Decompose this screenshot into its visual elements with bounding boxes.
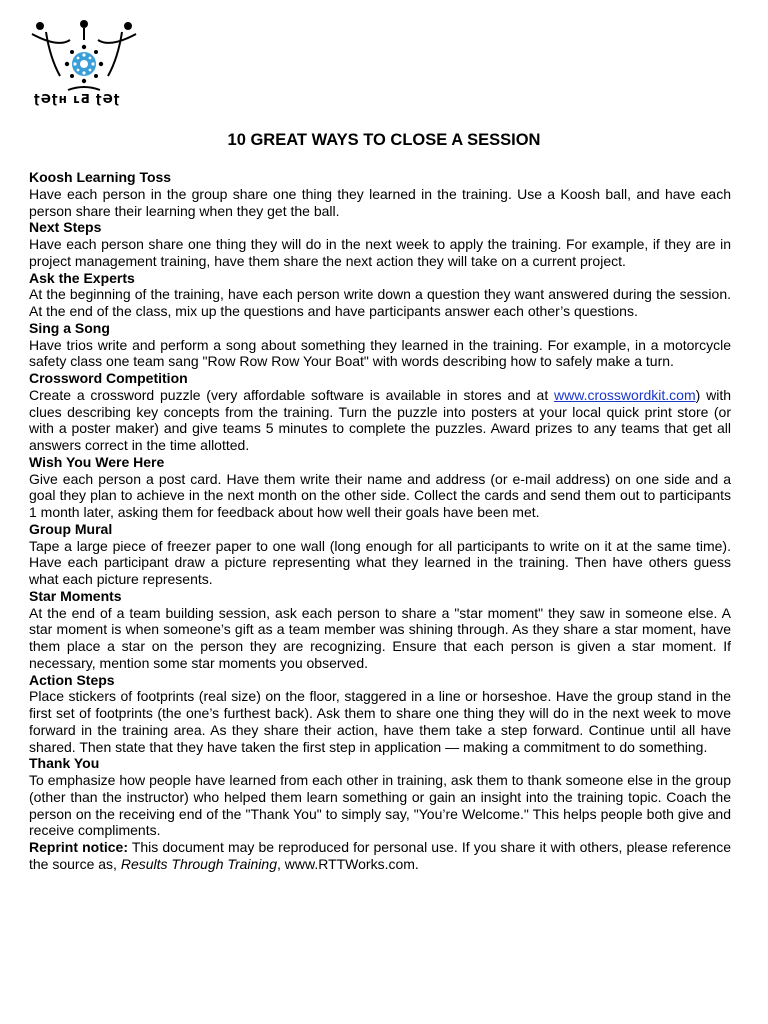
notice-url: www.RTTWorks.com — [284, 855, 415, 872]
section-body: Have trios write and perform a song about something they learned in the training. For example, in a motorcycle safety class one team sang "Row Row Row Your Boat" with words describing how to safely make a turn. — [29, 336, 731, 370]
section-heading: Sing a Song — [29, 319, 110, 336]
document-body — [29, 169, 731, 873]
section-heading: Crossword Competition — [29, 370, 188, 386]
section-heading: Ask the Experts — [29, 269, 135, 286]
section-thank-you — [29, 755, 731, 839]
page-title: 10 GREAT WAYS TO CLOSE A SESSION — [227, 131, 541, 149]
logo-text: ʈƏʈʜ ʟƋ ʈƏʈ — [34, 92, 121, 106]
section-action-steps — [29, 672, 731, 756]
notice-end: . — [414, 855, 419, 872]
body-text: Create a crossword puzzle (very affordable software is available in stores and at — [29, 386, 555, 403]
section-body: Tape a large piece of freezer paper to one wall (long enough for all participants to write on it at the same time). Have each participant draw a picture representing what they learned in the training. Then have others guess what each picture represents. — [29, 537, 731, 587]
section-heading: Thank You — [29, 755, 100, 772]
notice-label: Reprint notice: — [29, 839, 128, 855]
section-next-steps — [29, 219, 731, 269]
section-body: Have each person in the group share one thing they learned in the training. Use a Koosh ball, and have each person share their learning when they get the ball. — [29, 185, 731, 219]
section-heading: Star Moments — [29, 587, 122, 604]
notice-separator: , — [276, 855, 285, 872]
reprint-notice — [29, 839, 731, 873]
section-heading: Group Mural — [29, 520, 113, 537]
section-ask-the-experts — [29, 270, 731, 320]
body-text: ) with clues describing key concepts from the training. Turn the puzzle into posters at your local quick print store (or with a poster maker) and give teams 5 minutes to complete the puzzles. Award prizes to any teams that get all answers correct in the time allotted. — [29, 386, 731, 453]
section-body: Have each person share one thing they will do in the next week to apply the training. For example, if they are in project management training, have them share the next action they will take on a current project. — [29, 236, 731, 269]
crosswordkit-link[interactable]: www.crosswordkit.com — [554, 386, 696, 403]
section-sing-a-song — [29, 320, 731, 370]
section-body — [29, 387, 731, 454]
section-body: At the beginning of the training, have each person write down a question they want answered during the session. At the end of the class, mix up the questions and have participants answer each other’s questions. — [29, 286, 731, 319]
section-heading: Koosh Learning Toss — [29, 169, 172, 185]
section-crossword-competition — [29, 370, 731, 454]
section-body: At the end of a team building session, ask each person to share a "star moment" they saw in someone else. A star moment is when someone’s gift as a team member was shining through. As they share a star moment, have them place a star on the person they are recognizing. Ensure that each person is given a star moment. If necessary, mention some star moments you observed. — [29, 604, 731, 671]
section-group-mural — [29, 521, 731, 588]
section-body: Give each person a post card. Have them write their name and address (or e-mail address) on one side and a goal they plan to achieve in the next month on the other side. Collect the cards and send them out to participants 1 month later, asking them for feedback about how well their goals have been met. — [29, 470, 731, 520]
section-heading: Next Steps — [29, 219, 102, 236]
notice-text: This document may be reproduced for personal use. If you share it with others, please reference the source as, — [29, 839, 731, 872]
section-wish-you-were-here — [29, 454, 731, 521]
section-heading: Action Steps — [29, 671, 115, 688]
section-star-moments — [29, 588, 731, 672]
section-body: Place stickers of footprints (real size) on the floor, staggered in a line or horseshoe. Have the group stand in the first set of footprints (the one’s furthest back). Ask them to share one thing they will do in the next week to move forward in the training area. As they share their action, have them take a step forward. Continue until all have shared. Then state that they have taken the first step in application — making a commitment to do something. — [29, 688, 731, 755]
section-body: To emphasize how people have learned from each other in training, ask them to thank someone else in the group (other than the instructor) who helped them learn something or gain an insight into the training topic. Coach the person on the receiving end of the "Thank You" to simply say, "You’re Welcome." This helps people both give and receive compliments. — [29, 772, 731, 839]
section-heading: Wish You Were Here — [29, 453, 165, 470]
notice-source: Results Through Training — [120, 855, 277, 872]
section-koosh-learning-toss — [29, 169, 731, 219]
